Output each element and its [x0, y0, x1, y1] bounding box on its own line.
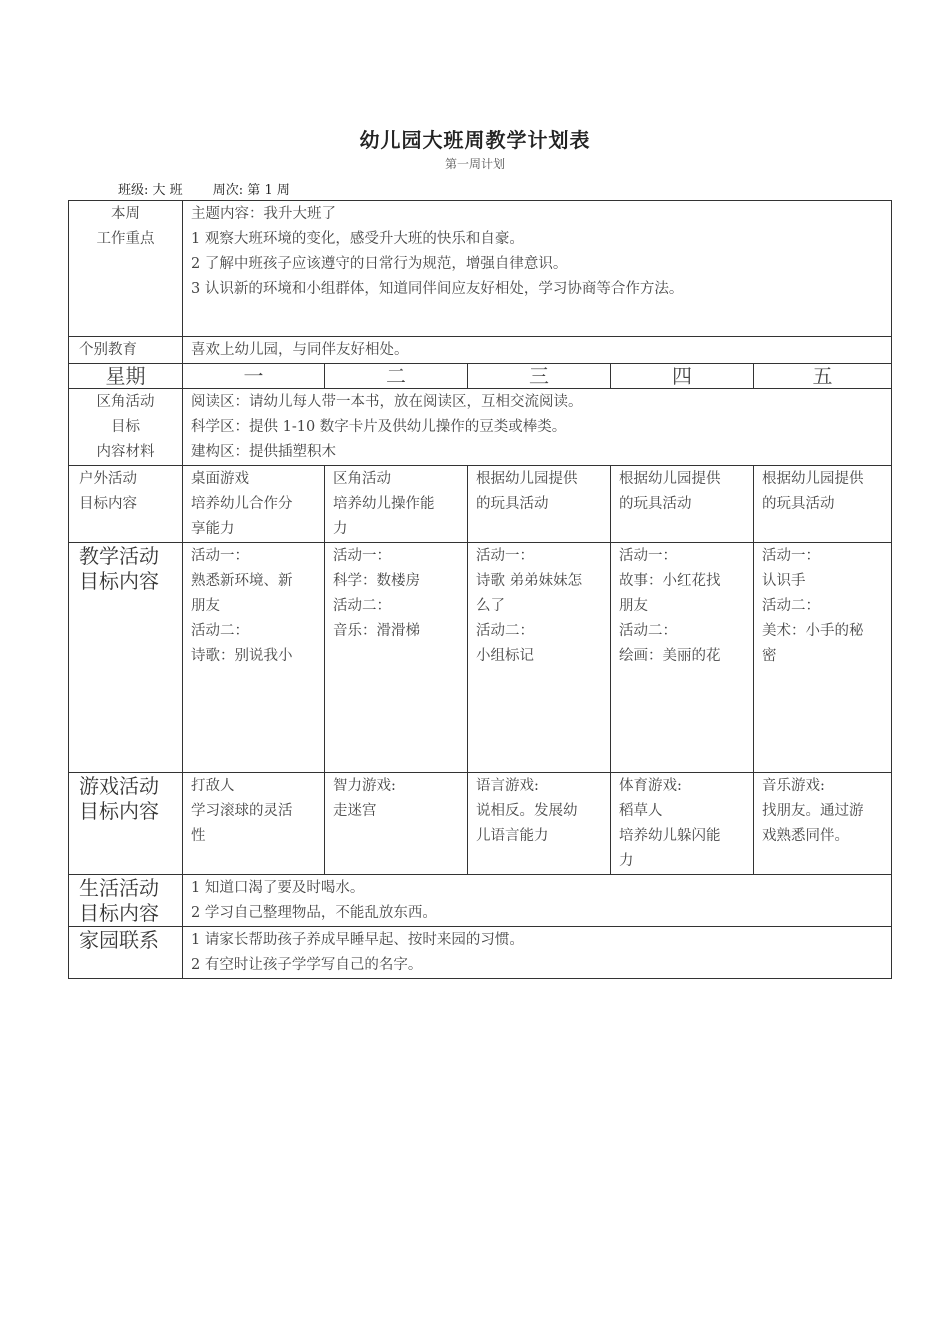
- cell-line: 故事：小红花找: [619, 573, 721, 589]
- game-label: [69, 773, 183, 875]
- outdoor-cell-wed: [468, 466, 611, 543]
- corner-label: [69, 389, 183, 466]
- cell-line: 么了: [476, 598, 505, 614]
- teaching-row: [69, 543, 892, 773]
- week-label: 周次: 第 1 周: [212, 183, 290, 198]
- home-row: [69, 927, 892, 979]
- cell-line: 绘画：美丽的花: [619, 648, 721, 664]
- cell-line: 的玩具活动: [619, 496, 692, 512]
- outdoor-cell-fri: [754, 466, 892, 543]
- cell-line: 活动二：: [333, 598, 391, 614]
- home-content: [183, 927, 892, 979]
- cell-line: 语言游戏:: [476, 778, 539, 794]
- cell-line: 智力游戏:: [333, 778, 396, 794]
- days-row: [69, 364, 892, 389]
- cell-line: 性: [191, 828, 206, 844]
- cell-line: 活动二：: [476, 623, 534, 639]
- life-label: [69, 875, 183, 927]
- game-cell-thu: [611, 773, 754, 875]
- life-row: [69, 875, 892, 927]
- weekday-header: 二: [325, 364, 468, 389]
- cell-line: 朋友: [191, 598, 220, 614]
- corner-row: [69, 389, 892, 466]
- cell-line: 活动一：: [333, 548, 391, 564]
- game-cell-tue: [325, 773, 468, 875]
- home-label: 家园联系: [69, 927, 183, 979]
- teaching-cell-tue: [325, 543, 468, 773]
- cell-line: 小组标记: [476, 648, 534, 664]
- outdoor-label-line: 户外活动: [79, 471, 137, 487]
- life-label-line: 生活活动: [79, 876, 159, 900]
- focus-content: [183, 201, 892, 337]
- cell-line: 美术：小手的秘: [762, 623, 864, 639]
- cell-line: 活动一：: [191, 548, 249, 564]
- cell-line: 培养幼儿操作能: [333, 496, 435, 512]
- home-line: 1 请家长帮助孩子养成早睡早起、按时来园的习惯。: [191, 932, 524, 948]
- focus-line: 1 观察大班环境的变化，感受升大班的快乐和自豪。: [191, 231, 524, 247]
- focus-line: 主题内容：我升大班了: [191, 206, 336, 222]
- cell-line: 桌面游戏: [191, 471, 249, 487]
- cell-line: 认识手: [762, 573, 806, 589]
- weekday-header: 一: [183, 364, 325, 389]
- cell-line: 密: [762, 648, 777, 664]
- page-title: 幼儿园大班周教学计划表: [359, 128, 591, 152]
- corner-line: 建构区：提供插塑积木: [191, 444, 336, 460]
- game-cell-wed: [468, 773, 611, 875]
- cell-line: 的玩具活动: [476, 496, 549, 512]
- outdoor-cell-tue: [325, 466, 468, 543]
- weekday-header-label: 星期: [69, 364, 183, 389]
- teaching-cell-fri: [754, 543, 892, 773]
- individual-content: 喜欢上幼儿园，与同伴友好相处。: [183, 337, 892, 364]
- outdoor-label-line: 目标内容: [79, 496, 137, 512]
- class-label: 班级: 大 班: [118, 183, 183, 198]
- weekday-header: 四: [611, 364, 754, 389]
- cell-line: 区角活动: [333, 471, 391, 487]
- cell-line: 儿语言能力: [476, 828, 549, 844]
- teaching-cell-wed: [468, 543, 611, 773]
- cell-line: 戏熟悉同伴。: [762, 828, 849, 844]
- focus-line: 3 认识新的环境和小组群体，知道同伴间应友好相处，学习协商等合作方法。: [191, 281, 684, 297]
- cell-line: 找朋友。通过游: [762, 803, 864, 819]
- home-line: 2 有空时让孩子学学写自己的名字。: [191, 957, 423, 973]
- cell-line: 根据幼儿园提供: [762, 471, 864, 487]
- focus-line: 2 了解中班孩子应该遵守的日常行为规范，增强自律意识。: [191, 256, 568, 272]
- corner-label-line: 内容材料: [96, 444, 155, 460]
- individual-row: [69, 337, 892, 364]
- corner-label-line: 目标: [111, 419, 140, 435]
- teaching-label: [69, 543, 183, 773]
- cell-line: 活动一：: [619, 548, 677, 564]
- weekday-header: 三: [468, 364, 611, 389]
- cell-line: 音乐：滑滑梯: [333, 623, 420, 639]
- cell-line: 学习滚球的灵活: [191, 803, 293, 819]
- cell-line: 活动二：: [619, 623, 677, 639]
- page-subtitle: 第一周计划: [444, 157, 505, 171]
- cell-line: 力: [619, 853, 634, 869]
- weekly-plan-table: [68, 200, 892, 979]
- cell-line: 稻草人: [619, 803, 663, 819]
- cell-line: 朋友: [619, 598, 648, 614]
- cell-line: 活动一：: [476, 548, 534, 564]
- cell-line: 根据幼儿园提供: [619, 471, 721, 487]
- weekday-header: 五: [754, 364, 892, 389]
- cell-line: 活动一：: [762, 548, 820, 564]
- outdoor-row: [69, 466, 892, 543]
- game-label-line: 目标内容: [79, 799, 159, 823]
- focus-label-line-2: 工作重点: [96, 231, 155, 247]
- cell-line: 活动二：: [191, 623, 249, 639]
- outdoor-label: [69, 466, 183, 543]
- outdoor-cell-thu: [611, 466, 754, 543]
- game-label-line: 游戏活动: [79, 774, 159, 798]
- life-line: 2 学习自己整理物品，不能乱放东西。: [191, 905, 437, 921]
- cell-line: 诗歌 弟弟妹妹怎: [476, 573, 583, 589]
- cell-line: 打敌人: [191, 778, 235, 794]
- cell-line: 诗歌：别说我小: [191, 648, 293, 664]
- corner-line: 阅读区：请幼儿每人带一本书，放在阅读区，互相交流阅读。: [191, 394, 583, 410]
- cell-line: 的玩具活动: [762, 496, 835, 512]
- cell-line: 走迷宫: [333, 803, 377, 819]
- corner-label-line: 区角活动: [96, 394, 155, 410]
- life-content: [183, 875, 892, 927]
- cell-line: 熟悉新环境、新: [191, 573, 293, 589]
- focus-label-line-1: 本周: [111, 206, 140, 222]
- cell-line: 培养幼儿合作分: [191, 496, 293, 512]
- individual-label: 个别教育: [69, 337, 183, 364]
- outdoor-cell-mon: [183, 466, 325, 543]
- life-line: 1 知道口渴了要及时喝水。: [191, 880, 365, 896]
- focus-row: [69, 201, 892, 337]
- cell-line: 说相反。发展幼: [476, 803, 578, 819]
- game-row: [69, 773, 892, 875]
- class-week-info: [118, 179, 316, 198]
- corner-line: 科学区：提供 1-10 数字卡片及供幼儿操作的豆类或棒类。: [191, 419, 567, 435]
- game-cell-fri: [754, 773, 892, 875]
- cell-line: 体育游戏:: [619, 778, 682, 794]
- cell-line: 享能力: [191, 521, 235, 537]
- teaching-cell-thu: [611, 543, 754, 773]
- corner-content: [183, 389, 892, 466]
- teaching-cell-mon: [183, 543, 325, 773]
- teaching-label-line: 目标内容: [79, 569, 159, 593]
- focus-label: [69, 201, 183, 337]
- life-label-line: 目标内容: [79, 901, 159, 925]
- cell-line: 力: [333, 521, 348, 537]
- cell-line: 音乐游戏:: [762, 778, 825, 794]
- cell-line: 培养幼儿躲闪能: [619, 828, 721, 844]
- teaching-label-line: 教学活动: [79, 544, 159, 568]
- cell-line: 根据幼儿园提供: [476, 471, 578, 487]
- game-cell-mon: [183, 773, 325, 875]
- cell-line: 活动二：: [762, 598, 820, 614]
- cell-line: 科学：数楼房: [333, 573, 420, 589]
